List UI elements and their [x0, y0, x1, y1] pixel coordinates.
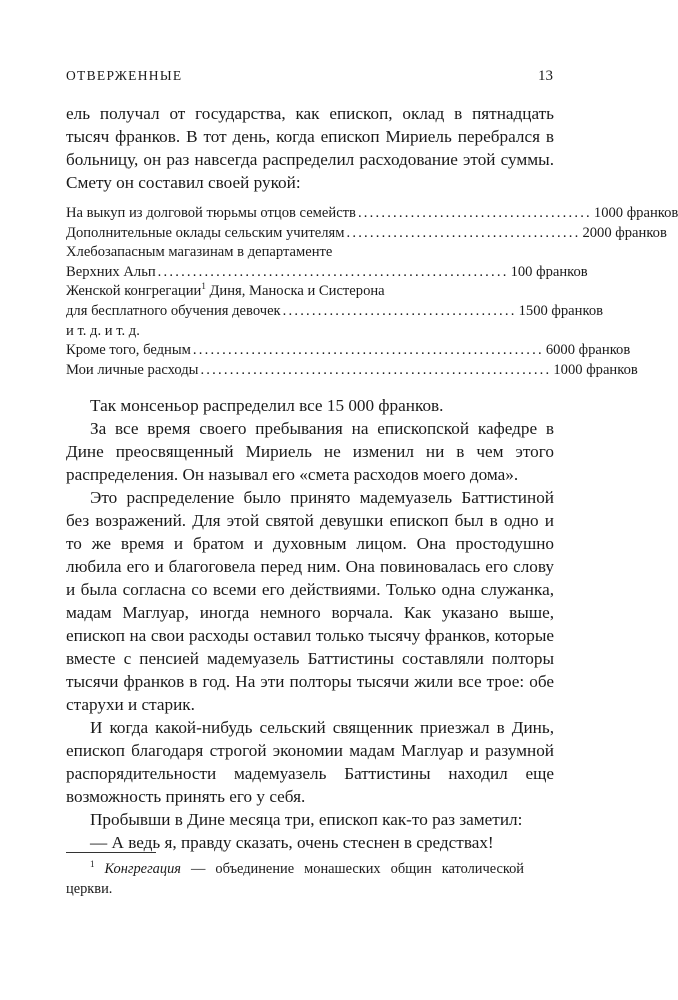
- budget-row: [66, 302, 604, 322]
- dialogue-line: — А ведь я, правду сказать, очень стеснен в средствах!: [90, 833, 494, 852]
- budget-row-continued: [66, 282, 524, 302]
- paragraph: Пробывши в Дине месяца три, епископ как-то раз заметил:: [90, 810, 523, 829]
- budget-row: [66, 224, 667, 244]
- budget-row: [66, 361, 638, 381]
- budget-label: [66, 282, 385, 302]
- budget-label: На выкуп из долговой тюрьмы отцов семейств: [66, 205, 356, 221]
- budget-row: [66, 341, 631, 361]
- paragraph: Так монсеньор распределил все 15 000 франков.: [90, 396, 444, 415]
- budget-label: и т. д. и т. д.: [66, 322, 140, 339]
- leader-dots: ........................................: [357, 205, 592, 221]
- page-header: [66, 68, 553, 92]
- budget-label: Мои личные расходы: [66, 361, 199, 378]
- budget-label-part: Диня, Маноска и Систерона: [205, 283, 385, 300]
- budget-amount: 1500 франков: [518, 302, 604, 319]
- intro-paragraph: [66, 102, 554, 194]
- budget-amount: 1000 франков: [553, 361, 638, 378]
- budget-amount: 2000 франков: [582, 224, 667, 241]
- footnote-marker: 1: [201, 281, 206, 292]
- leader-dots: ............................................................: [192, 342, 544, 359]
- leader-dots: ........................................: [282, 302, 517, 319]
- budget-row-continued: [66, 243, 524, 263]
- footnote-rule: [66, 852, 156, 853]
- budget-row: [66, 263, 588, 283]
- leader-dots: ............................................................: [157, 263, 509, 280]
- budget-label-part: Женской конгрегации: [66, 283, 202, 300]
- budget-label: Кроме того, бедным: [66, 342, 191, 359]
- footnote-term: Конгрегация: [104, 861, 181, 877]
- page-number: 13: [538, 68, 553, 84]
- running-title: ОТВЕРЖЕННЫЕ: [66, 68, 183, 83]
- budget-amount: 1000 франков: [593, 205, 678, 221]
- budget-amount: 100 франков: [510, 263, 588, 280]
- budget-label: Хлебозапасным магазинам в департаменте: [66, 244, 333, 261]
- budget-row: [66, 204, 678, 224]
- budget-label: Дополнительные оклады сельским учителям: [66, 224, 345, 241]
- main-text: [66, 394, 554, 854]
- paragraph: Это распределение было принято мадемуазель Баттистиной без возражений. Для этой святой девушки епископ был в одно и то же время и братом и духовным лицом. Она простодушно любила его и благоговела перед ним. Она повиновалась его слову и была согласна со всеми его действиями. Только одна служанка, мадам Маглуар, иногда немного ворчала. Как указано выше, епископ на свои расходы оставил только тысячу франков, которые вместе с пенсией мадемуазель Баттистины составляли полторы тысячи франков в год. На эти полторы тысячи жили все трое: обе старухи и старик.: [66, 488, 554, 714]
- leader-dots: ........................................: [346, 224, 581, 241]
- budget-label: для бесплатного обучения девочек: [66, 302, 281, 319]
- budget-table: [66, 204, 678, 380]
- leader-dots: ............................................................: [200, 361, 552, 378]
- paragraph: ель получал от государства, как епископ, оклад в пятнадцать тысяч франков. В тот день, когда епископ Мириель перебрался в больницу, он раз навсегда распределил расходование этой суммы. Смету он составил своей рукой:: [66, 104, 554, 192]
- paragraph: И когда какой-нибудь сельский священник приезжал в Динь, епископ благодаря строгой экономии мадам Маглуар и разумной распорядительности мадемуазель Баттистины находил еще возможность принять его у себя.: [66, 718, 554, 806]
- budget-row: [66, 322, 524, 342]
- footnote-marker: 1: [90, 859, 95, 870]
- budget-label: Верхних Альп: [66, 263, 156, 280]
- budget-amount: 6000 франков: [545, 342, 631, 359]
- footnote: [66, 860, 524, 899]
- paragraph: За все время своего пребывания на епископской кафедре в Дине преосвященный Мириель не изменил ни в чем этого распределения. Он называл его «смета расходов моего дома».: [66, 419, 554, 484]
- footnote-text: — объединение монашеских общин католической церкви.: [66, 861, 524, 897]
